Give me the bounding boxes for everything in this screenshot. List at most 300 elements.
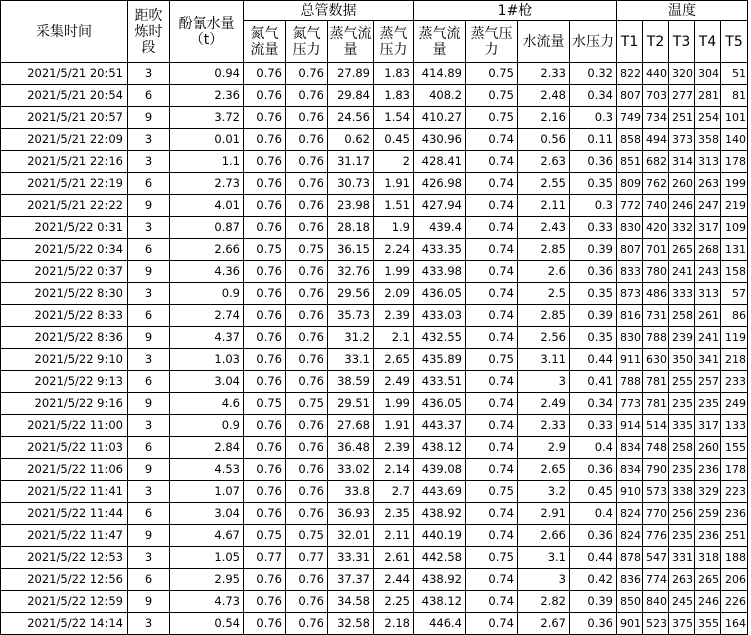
cell-main-steam-pressure: 2.7	[374, 481, 414, 503]
cell-t5: 199	[721, 173, 748, 195]
cell-gun-steam-pressure: 0.74	[466, 503, 518, 525]
cell-main-nitrogen-flow: 0.75	[244, 393, 286, 415]
cell-gun-steam-pressure: 0.74	[466, 283, 518, 305]
table-row	[1, 437, 748, 459]
cell-gun-water-flow: 2.48	[518, 85, 570, 107]
table-row	[1, 217, 748, 239]
cell-gun-steam-pressure: 0.74	[466, 261, 518, 283]
cell-time: 2021/5/22 12:59	[1, 591, 128, 613]
cell-gun-water-pressure: 0.36	[570, 613, 617, 635]
cell-t4: 246	[695, 591, 721, 613]
cell-t4: 241	[695, 327, 721, 349]
cell-main-steam-pressure: 2.39	[374, 437, 414, 459]
cell-main-steam-pressure: 1.83	[374, 63, 414, 85]
cell-t5: 226	[721, 591, 748, 613]
table-header	[1, 1, 748, 63]
cell-gun-steam-pressure: 0.74	[466, 305, 518, 327]
cell-gun-steam-pressure: 0.74	[466, 393, 518, 415]
cell-main-steam-flow: 30.73	[328, 173, 374, 195]
cell-t5: 178	[721, 151, 748, 173]
cell-gun-water-pressure: 0.39	[570, 591, 617, 613]
cell-main-nitrogen-pressure: 0.76	[286, 63, 328, 85]
cell-t4: 261	[695, 305, 721, 327]
cell-gun-water-pressure: 0.3	[570, 107, 617, 129]
cell-main-steam-pressure: 2.09	[374, 283, 414, 305]
cell-t3: 246	[669, 195, 695, 217]
cell-gun-steam-pressure: 0.75	[466, 107, 518, 129]
cell-t4: 268	[695, 239, 721, 261]
cell-t5: 131	[721, 239, 748, 261]
header-main-nitrogen-flow: 氮气流量	[244, 21, 286, 63]
cell-gun-water-flow: 3.2	[518, 481, 570, 503]
table-row	[1, 283, 748, 305]
cell-main-steam-pressure: 2.18	[374, 613, 414, 635]
cell-t4: 260	[695, 437, 721, 459]
cell-t4: 358	[695, 129, 721, 151]
cell-main-nitrogen-flow: 0.76	[244, 217, 286, 239]
cell-main-nitrogen-pressure: 0.76	[286, 569, 328, 591]
cell-t3: 332	[669, 217, 695, 239]
cell-gun-steam-flow: 414.89	[414, 63, 466, 85]
cell-main-steam-flow: 37.37	[328, 569, 374, 591]
cell-gun-water-pressure: 0.33	[570, 415, 617, 437]
cell-gun-water-flow: 2.91	[518, 503, 570, 525]
cell-main-steam-pressure: 1.99	[374, 261, 414, 283]
cell-gun-steam-flow: 438.12	[414, 437, 466, 459]
cell-t3: 260	[669, 173, 695, 195]
header-acid-water: 酚氰水量（t）	[170, 1, 244, 63]
cell-gun-steam-pressure: 0.74	[466, 569, 518, 591]
cell-main-steam-flow: 29.51	[328, 393, 374, 415]
cell-t3: 255	[669, 371, 695, 393]
cell-main-nitrogen-pressure: 0.76	[286, 415, 328, 437]
cell-gun-steam-pressure: 0.74	[466, 437, 518, 459]
cell-distance: 6	[128, 239, 170, 261]
cell-gun-water-pressure: 0.39	[570, 239, 617, 261]
cell-main-nitrogen-flow: 0.76	[244, 481, 286, 503]
cell-main-nitrogen-flow: 0.76	[244, 85, 286, 107]
cell-main-nitrogen-pressure: 0.76	[286, 503, 328, 525]
cell-time: 2021/5/22 12:53	[1, 547, 128, 569]
cell-main-nitrogen-flow: 0.76	[244, 327, 286, 349]
cell-time: 2021/5/22 9:13	[1, 371, 128, 393]
cell-main-nitrogen-flow: 0.76	[244, 503, 286, 525]
cell-t2: 781	[643, 393, 669, 415]
cell-gun-steam-pressure: 0.74	[466, 459, 518, 481]
cell-main-nitrogen-flow: 0.76	[244, 459, 286, 481]
cell-t4: 257	[695, 371, 721, 393]
cell-main-steam-flow: 35.73	[328, 305, 374, 327]
cell-gun-steam-pressure: 0.74	[466, 195, 518, 217]
cell-main-nitrogen-pressure: 0.76	[286, 591, 328, 613]
cell-t5: 223	[721, 481, 748, 503]
cell-main-steam-pressure: 2.24	[374, 239, 414, 261]
cell-t1: 834	[617, 437, 643, 459]
cell-main-nitrogen-pressure: 0.76	[286, 129, 328, 151]
header-gun-steam-pressure: 蒸气压力	[466, 21, 518, 63]
cell-main-nitrogen-pressure: 0.76	[286, 107, 328, 129]
cell-gun-steam-flow: 446.4	[414, 613, 466, 635]
cell-t2: 748	[643, 437, 669, 459]
cell-t2: 486	[643, 283, 669, 305]
cell-acid-water: 4.36	[170, 261, 244, 283]
cell-main-nitrogen-pressure: 0.76	[286, 151, 328, 173]
cell-gun-water-flow: 2.43	[518, 217, 570, 239]
table-row	[1, 393, 748, 415]
cell-gun-water-flow: 2.82	[518, 591, 570, 613]
cell-acid-water: 2.84	[170, 437, 244, 459]
cell-t2: 682	[643, 151, 669, 173]
cell-t4: 318	[695, 547, 721, 569]
cell-acid-water: 2.95	[170, 569, 244, 591]
cell-main-steam-flow: 23.98	[328, 195, 374, 217]
cell-gun-water-pressure: 0.35	[570, 327, 617, 349]
cell-main-nitrogen-flow: 0.76	[244, 195, 286, 217]
cell-main-steam-pressure: 2.25	[374, 591, 414, 613]
cell-t2: 762	[643, 173, 669, 195]
header-main-nitrogen-pressure: 氮气压力	[286, 21, 328, 63]
cell-main-steam-flow: 24.56	[328, 107, 374, 129]
cell-t5: 164	[721, 613, 748, 635]
cell-main-nitrogen-pressure: 0.77	[286, 547, 328, 569]
cell-t3: 333	[669, 283, 695, 305]
cell-t2: 774	[643, 569, 669, 591]
cell-main-nitrogen-pressure: 0.76	[286, 349, 328, 371]
cell-t5: 249	[721, 393, 748, 415]
table-row	[1, 525, 748, 547]
table-row	[1, 107, 748, 129]
cell-main-steam-pressure: 2.35	[374, 503, 414, 525]
cell-t5: 155	[721, 437, 748, 459]
cell-time: 2021/5/21 20:57	[1, 107, 128, 129]
cell-gun-water-pressure: 0.44	[570, 547, 617, 569]
cell-acid-water: 1.05	[170, 547, 244, 569]
cell-main-steam-pressure: 2.65	[374, 349, 414, 371]
cell-distance: 3	[128, 349, 170, 371]
header-t4: T4	[695, 21, 721, 63]
cell-main-nitrogen-flow: 0.76	[244, 371, 286, 393]
cell-t1: 858	[617, 129, 643, 151]
table-row	[1, 129, 748, 151]
cell-gun-water-flow: 2.85	[518, 305, 570, 327]
cell-time: 2021/5/22 11:06	[1, 459, 128, 481]
cell-acid-water: 0.54	[170, 613, 244, 635]
cell-main-steam-pressure: 1.99	[374, 393, 414, 415]
cell-gun-water-flow: 2.66	[518, 525, 570, 547]
cell-t4: 281	[695, 85, 721, 107]
cell-main-nitrogen-flow: 0.76	[244, 151, 286, 173]
cell-main-nitrogen-pressure: 0.75	[286, 239, 328, 261]
cell-distance: 3	[128, 217, 170, 239]
cell-distance: 3	[128, 63, 170, 85]
cell-main-nitrogen-flow: 0.76	[244, 415, 286, 437]
cell-t5: 101	[721, 107, 748, 129]
cell-t4: 236	[695, 525, 721, 547]
cell-gun-steam-flow: 433.51	[414, 371, 466, 393]
cell-acid-water: 0.94	[170, 63, 244, 85]
cell-gun-steam-pressure: 0.74	[466, 151, 518, 173]
cell-t1: 836	[617, 569, 643, 591]
cell-time: 2021/5/21 22:16	[1, 151, 128, 173]
cell-main-steam-flow: 34.58	[328, 591, 374, 613]
cell-acid-water: 4.01	[170, 195, 244, 217]
table-row	[1, 305, 748, 327]
cell-main-steam-pressure: 1.54	[374, 107, 414, 129]
cell-gun-steam-flow: 440.19	[414, 525, 466, 547]
cell-main-nitrogen-flow: 0.76	[244, 569, 286, 591]
cell-t1: 830	[617, 217, 643, 239]
cell-main-steam-flow: 33.8	[328, 481, 374, 503]
cell-main-steam-flow: 32.76	[328, 261, 374, 283]
cell-t3: 350	[669, 349, 695, 371]
cell-gun-water-pressure: 0.41	[570, 371, 617, 393]
cell-main-steam-flow: 33.1	[328, 349, 374, 371]
header-t3: T3	[669, 21, 695, 63]
cell-t3: 245	[669, 591, 695, 613]
cell-gun-steam-flow: 408.2	[414, 85, 466, 107]
header-gun-water-flow: 水流量	[518, 21, 570, 63]
cell-gun-water-pressure: 0.34	[570, 393, 617, 415]
cell-t5: 219	[721, 195, 748, 217]
cell-t4: 265	[695, 569, 721, 591]
cell-main-steam-pressure: 1.91	[374, 415, 414, 437]
cell-time: 2021/5/22 11:03	[1, 437, 128, 459]
cell-t1: 809	[617, 173, 643, 195]
cell-time: 2021/5/22 14:14	[1, 613, 128, 635]
cell-t4: 313	[695, 283, 721, 305]
cell-gun-water-pressure: 0.33	[570, 217, 617, 239]
cell-t3: 235	[669, 459, 695, 481]
cell-t3: 373	[669, 129, 695, 151]
cell-main-nitrogen-pressure: 0.76	[286, 85, 328, 107]
cell-gun-steam-flow: 443.69	[414, 481, 466, 503]
table-row	[1, 349, 748, 371]
cell-main-steam-pressure: 2.49	[374, 371, 414, 393]
cell-t2: 547	[643, 547, 669, 569]
table-row	[1, 613, 748, 635]
cell-distance: 6	[128, 569, 170, 591]
cell-distance: 9	[128, 107, 170, 129]
header-main-steam-flow: 蒸气流量	[328, 21, 374, 63]
table-row	[1, 503, 748, 525]
cell-distance: 9	[128, 195, 170, 217]
cell-t1: 772	[617, 195, 643, 217]
cell-t4: 313	[695, 151, 721, 173]
cell-main-nitrogen-flow: 0.76	[244, 613, 286, 635]
cell-gun-water-pressure: 0.36	[570, 151, 617, 173]
cell-t4: 259	[695, 503, 721, 525]
cell-main-nitrogen-flow: 0.77	[244, 547, 286, 569]
cell-t4: 254	[695, 107, 721, 129]
cell-t3: 241	[669, 261, 695, 283]
cell-distance: 9	[128, 261, 170, 283]
cell-main-nitrogen-flow: 0.76	[244, 173, 286, 195]
cell-t5: 119	[721, 327, 748, 349]
cell-t2: 630	[643, 349, 669, 371]
cell-gun-water-flow: 2.55	[518, 173, 570, 195]
cell-t1: 911	[617, 349, 643, 371]
cell-t2: 776	[643, 525, 669, 547]
cell-t5: 133	[721, 415, 748, 437]
table-body	[1, 63, 748, 635]
cell-gun-steam-flow: 443.37	[414, 415, 466, 437]
cell-main-nitrogen-flow: 0.76	[244, 591, 286, 613]
cell-t5: 233	[721, 371, 748, 393]
cell-distance: 9	[128, 591, 170, 613]
cell-gun-steam-pressure: 0.75	[466, 85, 518, 107]
cell-gun-water-flow: 2.6	[518, 261, 570, 283]
cell-distance: 6	[128, 371, 170, 393]
cell-main-steam-pressure: 1.51	[374, 195, 414, 217]
table-row	[1, 591, 748, 613]
cell-t4: 243	[695, 261, 721, 283]
cell-time: 2021/5/21 22:22	[1, 195, 128, 217]
cell-gun-steam-flow: 430.96	[414, 129, 466, 151]
cell-distance: 3	[128, 613, 170, 635]
cell-distance: 9	[128, 393, 170, 415]
cell-acid-water: 4.73	[170, 591, 244, 613]
cell-acid-water: 3.72	[170, 107, 244, 129]
header-main-pipe: 总管数据	[244, 1, 414, 21]
cell-distance: 6	[128, 173, 170, 195]
cell-gun-steam-flow: 432.55	[414, 327, 466, 349]
cell-t2: 523	[643, 613, 669, 635]
cell-gun-water-pressure: 0.42	[570, 569, 617, 591]
cell-gun-steam-pressure: 0.74	[466, 415, 518, 437]
cell-gun-water-flow: 2.33	[518, 415, 570, 437]
table-row	[1, 151, 748, 173]
table-row	[1, 85, 748, 107]
cell-gun-steam-flow: 436.05	[414, 393, 466, 415]
cell-gun-steam-flow: 442.58	[414, 547, 466, 569]
cell-gun-steam-pressure: 0.74	[466, 217, 518, 239]
cell-time: 2021/5/21 22:09	[1, 129, 128, 151]
cell-t2: 790	[643, 459, 669, 481]
cell-gun-water-pressure: 0.44	[570, 349, 617, 371]
cell-main-steam-flow: 36.48	[328, 437, 374, 459]
cell-gun-steam-flow: 435.89	[414, 349, 466, 371]
cell-distance: 6	[128, 85, 170, 107]
cell-main-nitrogen-flow: 0.75	[244, 239, 286, 261]
cell-t4: 247	[695, 195, 721, 217]
cell-main-nitrogen-pressure: 0.76	[286, 437, 328, 459]
cell-main-steam-pressure: 1.9	[374, 217, 414, 239]
cell-gun-water-pressure: 0.34	[570, 85, 617, 107]
cell-acid-water: 2.73	[170, 173, 244, 195]
header-main-steam-pressure: 蒸气压力	[374, 21, 414, 63]
table-row	[1, 327, 748, 349]
cell-main-steam-pressure: 1.91	[374, 173, 414, 195]
cell-t1: 878	[617, 547, 643, 569]
cell-gun-steam-pressure: 0.74	[466, 591, 518, 613]
cell-t5: 218	[721, 349, 748, 371]
table-row	[1, 569, 748, 591]
cell-gun-steam-pressure: 0.74	[466, 371, 518, 393]
cell-time: 2021/5/21 20:54	[1, 85, 128, 107]
cell-distance: 3	[128, 547, 170, 569]
cell-gun-steam-flow: 439.4	[414, 217, 466, 239]
table-row	[1, 371, 748, 393]
cell-main-steam-pressure: 2.11	[374, 525, 414, 547]
cell-main-steam-flow: 29.56	[328, 283, 374, 305]
cell-main-nitrogen-flow: 0.76	[244, 129, 286, 151]
cell-t5: 81	[721, 85, 748, 107]
cell-t1: 830	[617, 327, 643, 349]
cell-main-steam-flow: 27.68	[328, 415, 374, 437]
cell-main-nitrogen-pressure: 0.76	[286, 217, 328, 239]
cell-time: 2021/5/22 8:33	[1, 305, 128, 327]
cell-gun-water-pressure: 0.32	[570, 63, 617, 85]
table-row	[1, 547, 748, 569]
cell-t1: 749	[617, 107, 643, 129]
cell-t1: 807	[617, 85, 643, 107]
cell-t5: 188	[721, 547, 748, 569]
cell-gun-water-pressure: 0.4	[570, 503, 617, 525]
cell-gun-water-flow: 2.16	[518, 107, 570, 129]
cell-main-steam-flow: 36.15	[328, 239, 374, 261]
cell-main-nitrogen-pressure: 0.76	[286, 371, 328, 393]
cell-t2: 781	[643, 371, 669, 393]
cell-t4: 329	[695, 481, 721, 503]
cell-gun-steam-flow: 410.27	[414, 107, 466, 129]
cell-main-steam-flow: 32.01	[328, 525, 374, 547]
cell-main-nitrogen-flow: 0.76	[244, 305, 286, 327]
cell-main-nitrogen-pressure: 0.75	[286, 393, 328, 415]
cell-acid-water: 4.67	[170, 525, 244, 547]
cell-acid-water: 3.04	[170, 371, 244, 393]
cell-gun-steam-flow: 428.41	[414, 151, 466, 173]
cell-t1: 850	[617, 591, 643, 613]
cell-main-nitrogen-pressure: 0.76	[286, 283, 328, 305]
header-gun-water-pressure: 水压力	[570, 21, 617, 63]
cell-t2: 731	[643, 305, 669, 327]
header-t5: T5	[721, 21, 748, 63]
cell-t2: 740	[643, 195, 669, 217]
cell-distance: 3	[128, 151, 170, 173]
cell-acid-water: 0.87	[170, 217, 244, 239]
cell-gun-water-pressure: 0.36	[570, 261, 617, 283]
cell-gun-steam-flow: 433.35	[414, 239, 466, 261]
cell-distance: 6	[128, 437, 170, 459]
cell-main-nitrogen-pressure: 0.76	[286, 327, 328, 349]
cell-t2: 734	[643, 107, 669, 129]
cell-t3: 331	[669, 547, 695, 569]
cell-acid-water: 0.9	[170, 283, 244, 305]
cell-t5: 86	[721, 305, 748, 327]
cell-acid-water: 3.04	[170, 503, 244, 525]
cell-distance: 9	[128, 459, 170, 481]
cell-acid-water: 0.01	[170, 129, 244, 151]
cell-t1: 773	[617, 393, 643, 415]
cell-main-steam-flow: 28.18	[328, 217, 374, 239]
cell-gun-steam-flow: 439.08	[414, 459, 466, 481]
cell-t1: 824	[617, 525, 643, 547]
cell-t3: 251	[669, 107, 695, 129]
cell-gun-water-flow: 0.56	[518, 129, 570, 151]
cell-gun-water-flow: 2.9	[518, 437, 570, 459]
table-row	[1, 459, 748, 481]
cell-t3: 320	[669, 63, 695, 85]
header-distance: 距吹炼时段	[128, 1, 170, 63]
cell-main-nitrogen-flow: 0.76	[244, 63, 286, 85]
cell-main-steam-pressure: 2.61	[374, 547, 414, 569]
cell-t2: 788	[643, 327, 669, 349]
cell-gun-water-pressure: 0.4	[570, 437, 617, 459]
cell-acid-water: 1.03	[170, 349, 244, 371]
cell-t1: 822	[617, 63, 643, 85]
cell-gun-steam-pressure: 0.75	[466, 481, 518, 503]
cell-t4: 263	[695, 173, 721, 195]
